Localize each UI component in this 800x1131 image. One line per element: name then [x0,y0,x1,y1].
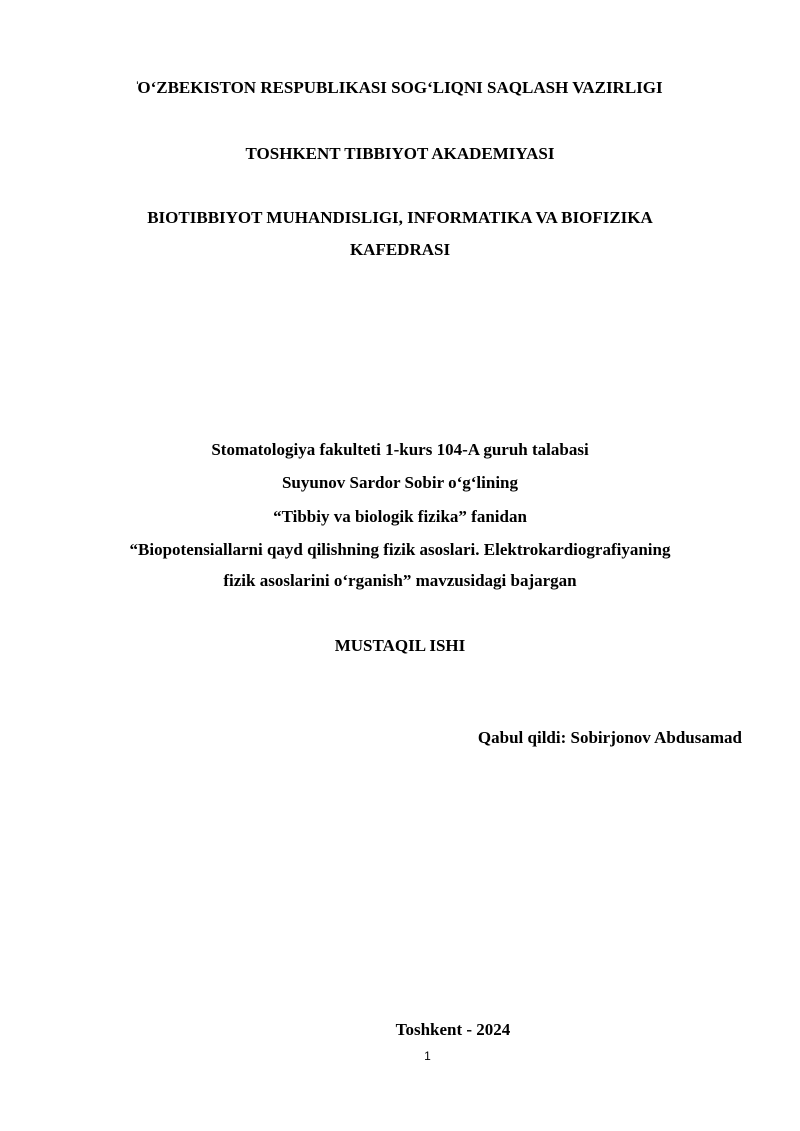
department-title-line1: BIOTIBBIYOT MUHANDISLIGI, INFORMATIKA VA BIOFIZIKA [147,208,653,227]
student-info-line2: Suyunov Sardor Sobir o‘g‘lining [281,473,519,492]
student-info-line3: “Tibbiy va biologik fizika” fanidan [273,507,527,526]
city-year: Toshkent - 2024 [395,1020,511,1039]
page-number: 1 [424,1049,431,1063]
academy-title: TOSHKENT TIBBIYOT AKADEMIYASI [245,144,555,163]
work-title: MUSTAQIL ISHI [334,636,466,655]
student-info-line5: fizik asoslarini o‘rganish” mavzusidagi bajargan [223,571,577,590]
department-title-line2: KAFEDRASI [349,240,451,259]
student-info-line1: Stomatologiya fakulteti 1-kurs 104-A guruh talabasi [211,440,589,459]
reviewer-line: Qabul qildi: Sobirjonov Abdusamad [477,728,742,747]
student-info-line4: “Biopotensiallarni qayd qilishning fizik asoslari. Elektrokardiografiyaning [129,540,671,559]
ministry-title: ̍O‘ZBEKISTON RESPUBLIKASI SOG‘LIQNI SAQLASH VAZIRLIGI [137,78,663,97]
